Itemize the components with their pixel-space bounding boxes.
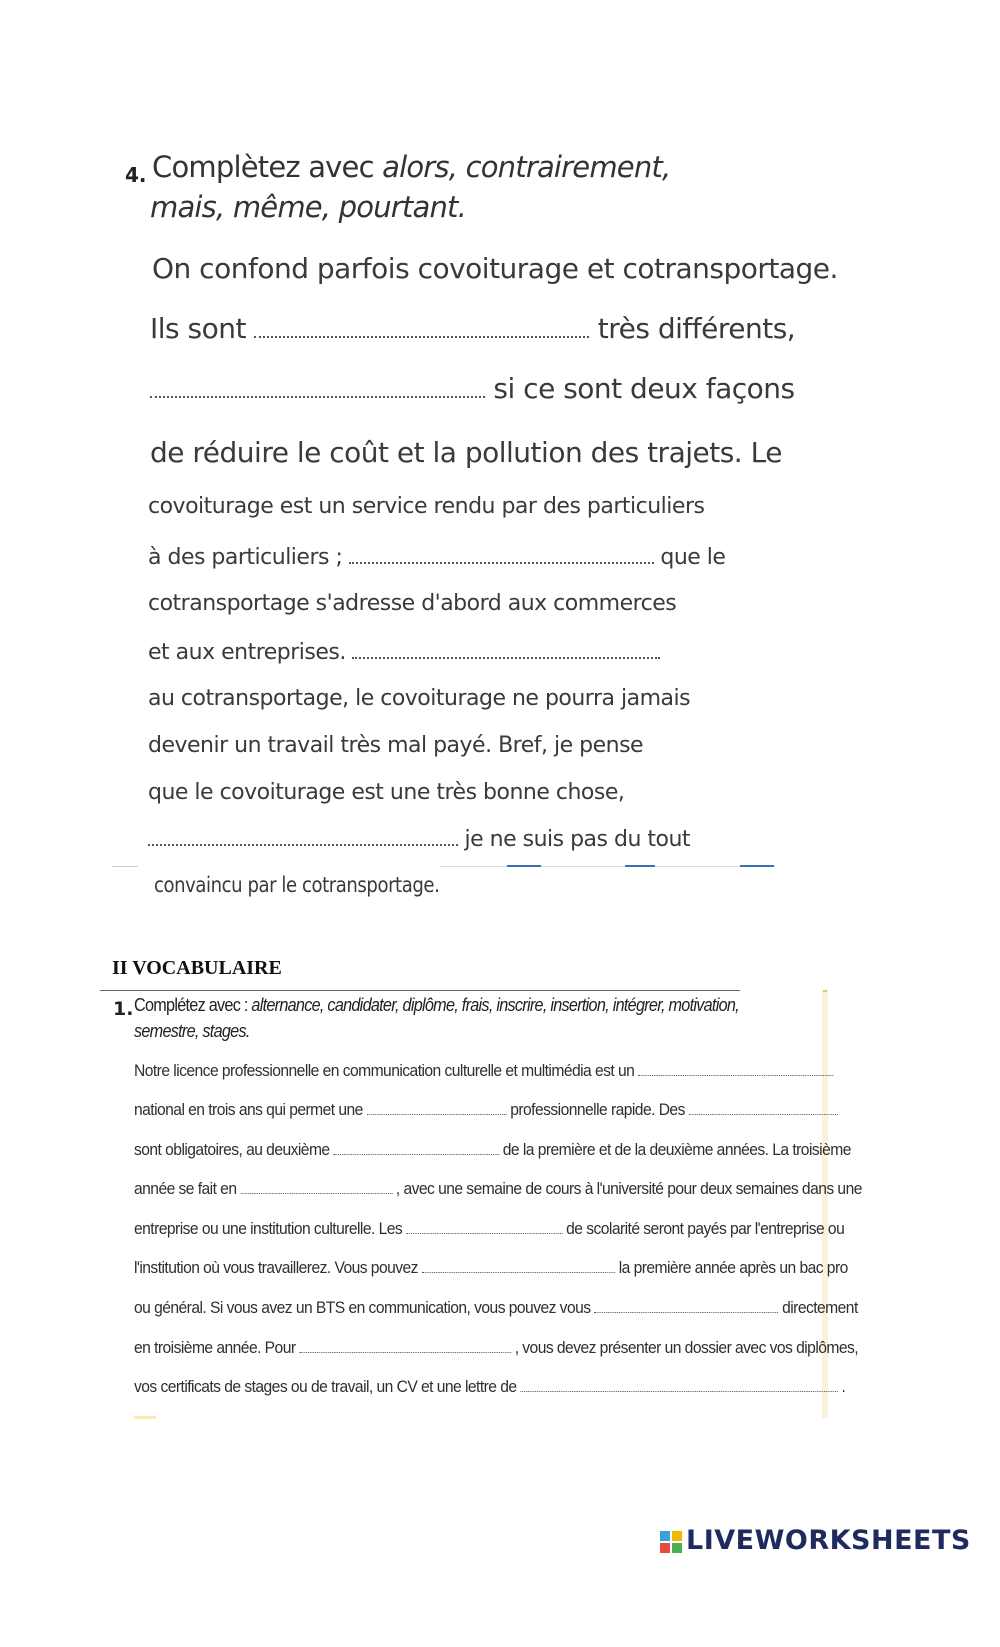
vocab-line-6 — [134, 1258, 848, 1278]
separator — [440, 866, 775, 867]
vocab-line-4 — [134, 1179, 862, 1199]
ex4-line-7: cotransportage s'adresse d'abord aux commerces — [148, 591, 677, 616]
vocab-line-9 — [134, 1377, 845, 1397]
blank-2[interactable] — [150, 378, 485, 398]
title-prefix: Complètez avec — [152, 150, 383, 184]
vocab-text: Notre licence professionnelle en communication culturelle et multimédia est un — [134, 1061, 635, 1080]
vocab-line-7 — [134, 1298, 858, 1318]
section-rule — [100, 990, 740, 991]
vocab-text: , avec une semaine de cours à l'université pour deux semaines dans une — [395, 1179, 862, 1198]
blank-4[interactable] — [352, 639, 660, 659]
vocab-text: directement — [782, 1298, 858, 1317]
vocab-blank[interactable] — [240, 1181, 392, 1194]
section-title: II VOCABULAIRE — [112, 957, 282, 979]
vocab-blank[interactable] — [406, 1221, 562, 1234]
vocab-text: la première année après un bac pro — [618, 1258, 848, 1277]
vocab-blank[interactable] — [422, 1260, 615, 1273]
separator — [112, 866, 138, 867]
vocab-text: en troisième année. Pour — [134, 1338, 296, 1357]
ex4-line-13: convaincu par le cotransportage. — [154, 873, 440, 897]
vocab-text: . — [841, 1377, 846, 1396]
logo-icon — [660, 1531, 682, 1553]
vocab-line-8 — [134, 1338, 858, 1358]
margin-mark — [134, 1416, 156, 1419]
vocab-text: ou général. Si vous avez un BTS en communication, vous pouvez vous — [134, 1298, 591, 1317]
vocab-blank[interactable] — [333, 1142, 499, 1155]
vocab-text: vos certificats de stages ou de travail, un CV et une lettre de — [134, 1377, 517, 1396]
vocab-blank[interactable] — [520, 1379, 837, 1392]
ex4-text: Ils sont — [150, 312, 246, 345]
vocab-text: , vous devez présenter un dossier avec vos diplômes, — [514, 1338, 859, 1357]
blank-5[interactable] — [148, 826, 458, 846]
exercise-4-title — [152, 150, 670, 184]
ex4-line-10: devenir un travail très mal payé. Bref, je pense — [148, 733, 644, 758]
ex4-line-9: au cotransportage, le covoiturage ne pourra jamais — [148, 686, 691, 711]
vocab-blank[interactable] — [689, 1102, 838, 1115]
vocab-text: national en trois ans qui permet une — [134, 1100, 363, 1119]
vocab-text: professionnelle rapide. Des — [510, 1100, 685, 1119]
liveworksheets-logo — [660, 1525, 971, 1556]
ex4-text: à des particuliers ; — [148, 545, 343, 570]
vocab-text: entreprise ou une institution culturelle. Les — [134, 1219, 403, 1238]
vocab-text: sont obligatoires, au deuxième — [134, 1140, 330, 1159]
ex4-line-11: que le covoiturage est une très bonne chose, — [148, 780, 625, 805]
word-list-1: alternance, candidater, diplôme, frais, inscrire, insertion, intégrer, motivation, — [251, 995, 739, 1015]
separator-accent — [740, 865, 774, 867]
title-words-1: alors, contrairement, — [382, 150, 671, 184]
ex4-line-5: covoiturage est un service rendu par des particuliers — [148, 494, 705, 519]
vocab-blank[interactable] — [299, 1340, 511, 1353]
vocab-1-words-2: semestre, stages. — [134, 1021, 250, 1041]
ex4-text: que le — [660, 545, 726, 570]
ex4-line-1: On confond parfois covoiturage et cotransportage. — [152, 252, 838, 285]
instruction-label: Complétez avec : — [134, 995, 248, 1015]
blank-3[interactable] — [349, 544, 654, 564]
vocab-line-2 — [134, 1100, 838, 1120]
ex4-line-6 — [148, 544, 725, 570]
ex4-line-4: de réduire le coût et la pollution des trajets. Le — [150, 436, 782, 469]
margin-mark — [823, 990, 827, 992]
ex4-text: et aux entreprises. — [148, 640, 346, 665]
ex4-text: si ce sont deux façons — [493, 372, 795, 405]
brand-name: LIVEWORKSHEETS — [686, 1525, 971, 1556]
vocab-text: de scolarité seront payés par l'entreprise ou — [566, 1219, 845, 1238]
exercise-4-number: 4. — [125, 163, 147, 187]
exercise-4-title-line-2: mais, même, pourtant. — [150, 190, 467, 224]
vocab-text: de la première et de la deuxième années. La troisième — [502, 1140, 851, 1159]
vocab-blank[interactable] — [638, 1063, 833, 1076]
vocab-line-1 — [134, 1061, 833, 1081]
ex4-line-3 — [150, 372, 795, 405]
ex4-text: je ne suis pas du tout — [464, 827, 691, 852]
vocab-line-5 — [134, 1219, 844, 1239]
ex4-line-8 — [148, 639, 660, 665]
vocab-text: année se fait en — [134, 1179, 237, 1198]
vocab-1-instruction — [134, 995, 739, 1016]
vocab-text: l'institution où vous travaillerez. Vous pouvez — [134, 1258, 418, 1277]
separator-accent — [507, 865, 541, 867]
ex4-line-12 — [148, 826, 690, 852]
vocab-blank[interactable] — [367, 1102, 507, 1115]
ex4-text: très différents, — [597, 312, 796, 345]
ex4-line-2 — [150, 312, 795, 345]
blank-1[interactable] — [254, 318, 589, 338]
vocab-1-number: 1. — [113, 998, 134, 1020]
vocab-blank[interactable] — [594, 1300, 778, 1313]
separator-accent — [625, 865, 655, 867]
vocab-line-3 — [134, 1140, 851, 1160]
